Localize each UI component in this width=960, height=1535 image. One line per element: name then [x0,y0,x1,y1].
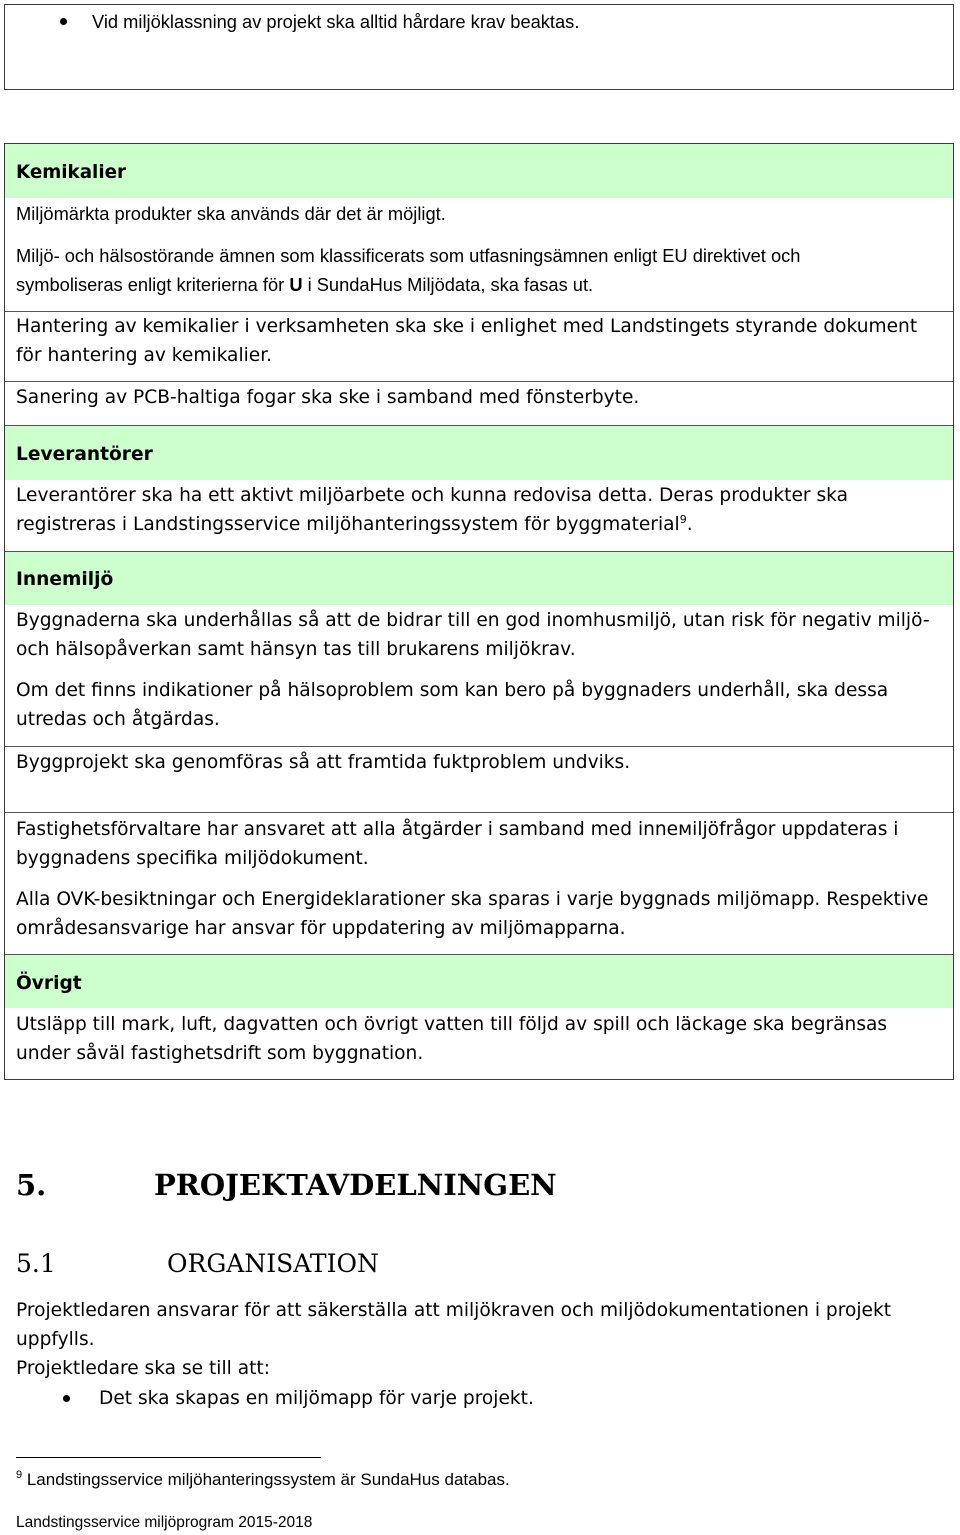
innemiljo-p5-line2: områdesansvarige har ansvar för uppdatering av miljömapparna. [16,918,626,939]
requirements-table [4,143,954,1080]
heading-kemikalier: Kemikalier [16,162,126,183]
ovrigt-line1: Utsläpp till mark, luft, dagvatten och övrigt vatten till följd av spill och läckage ska begränsas [16,1014,888,1035]
section-5-1-p2: Projektledare ska se till att: [16,1358,270,1379]
bullet-icon [63,1395,70,1402]
section-5-1-heading [16,1249,379,1278]
innemiljo-p3: Byggprojekt ska genomföras så att framtida fuktproblem undviks. [16,752,631,773]
kemikalier-p3-line2: för hantering av kemikalier. [16,345,273,366]
bullet-text: Vid miljöklassning av projekt ska alltid hårdare krav beaktas. [92,11,580,32]
innemiljo-p1-line1: Byggnaderna ska underhållas så att de bidrar till en god inomhusmiljö, utan risk för negativ miljö- [16,610,930,631]
section-5-1-p1-line1: Projektledaren ansvarar för att säkerställa att miljökraven och miljödokumentationen i projekt [16,1300,892,1321]
kemikalier-p1: Miljömärkta produkter ska används där det är möjligt. [16,203,446,224]
section-5-1-p1-line2: uppfylls. [16,1329,95,1350]
row-divider [5,746,953,747]
leverantorer-line1: Leverantörer ska ha ett aktivt miljöarbete och kunna redovisa detta. Deras produkter ska [16,485,848,506]
kemikalier-p2-line2: symboliseras enligt kriterierna för U i SundaHus Miljödata, ska fasas ut. [16,274,594,295]
section-5-1-bullet: Det ska skapas en miljömapp för varje projekt. [99,1388,534,1409]
top-requirements-box [4,4,954,90]
innemiljo-p4-line2: byggnadens specifika miljödokument. [16,848,369,869]
leverantorer-line2: registreras i Landstingsservice miljöhanteringssystem för byggmaterial$^9$. [16,513,693,535]
bullet-icon [60,18,67,25]
footnote [16,1470,510,1490]
kemikalier-p2-line1: Miljö- och hälsostörande ämnen som klassificerats som utfasningsämnen enligt EU direktivet och [16,245,801,266]
subsection-number: 5.1 [16,1249,56,1278]
innemiljo-p2-line1: Om det finns indikationer på hälsoproblem som kan bero på byggnaders underhåll, ska dessa [16,680,889,701]
footnote-separator [16,1457,321,1458]
row-divider [5,381,953,382]
section-5-heading [16,1168,557,1202]
heading-ovrigt: Övrigt [16,973,82,994]
innemiljo-p2-line2: utredas och åtgärdas. [16,709,220,730]
kemikalier-p4: Sanering av PCB-haltiga fogar ska ske i samband med fönsterbyte. [16,387,640,408]
ovrigt-line2: under såväl fastighetsdrift som byggnation. [16,1043,424,1064]
heading-innemiljo: Innemiljö [16,569,114,590]
footnote-text: Landstingsservice miljöhanteringssystem är SundaHus databas. [22,1470,510,1489]
section-number: 5. [16,1168,47,1202]
row-divider [5,812,953,813]
footnote-ref[interactable]: 9 [679,513,687,526]
innemiljo-p4-line1: Fastighetsförvaltare har ansvaret att alla åtgärder i samband med inneмiljöfrågor uppdateras i [16,819,899,840]
kemikalier-p3-line1: Hantering av kemikalier i verksamheten ska ske i enlighet med Landstingets styrande dokument [16,316,918,337]
heading-leverantorer: Leverantörer [16,444,153,465]
innemiljo-p1-line2: och hälsopåverkan samt hänsyn tas till brukarens miljökrav. [16,639,576,660]
footnote-number: 9 [16,1469,23,1481]
subsection-title: ORGANISATION [167,1249,379,1278]
section-title: PROJEKTAVDELNINGEN [154,1168,557,1202]
innemiljo-p5-line1: Alla OVK-besiktningar och Energideklarationer ska sparas i varje byggnads miljömapp. Respektive [16,889,929,910]
page-footer: Landstingsservice miljöprogram 2015-2018 [16,1514,313,1531]
